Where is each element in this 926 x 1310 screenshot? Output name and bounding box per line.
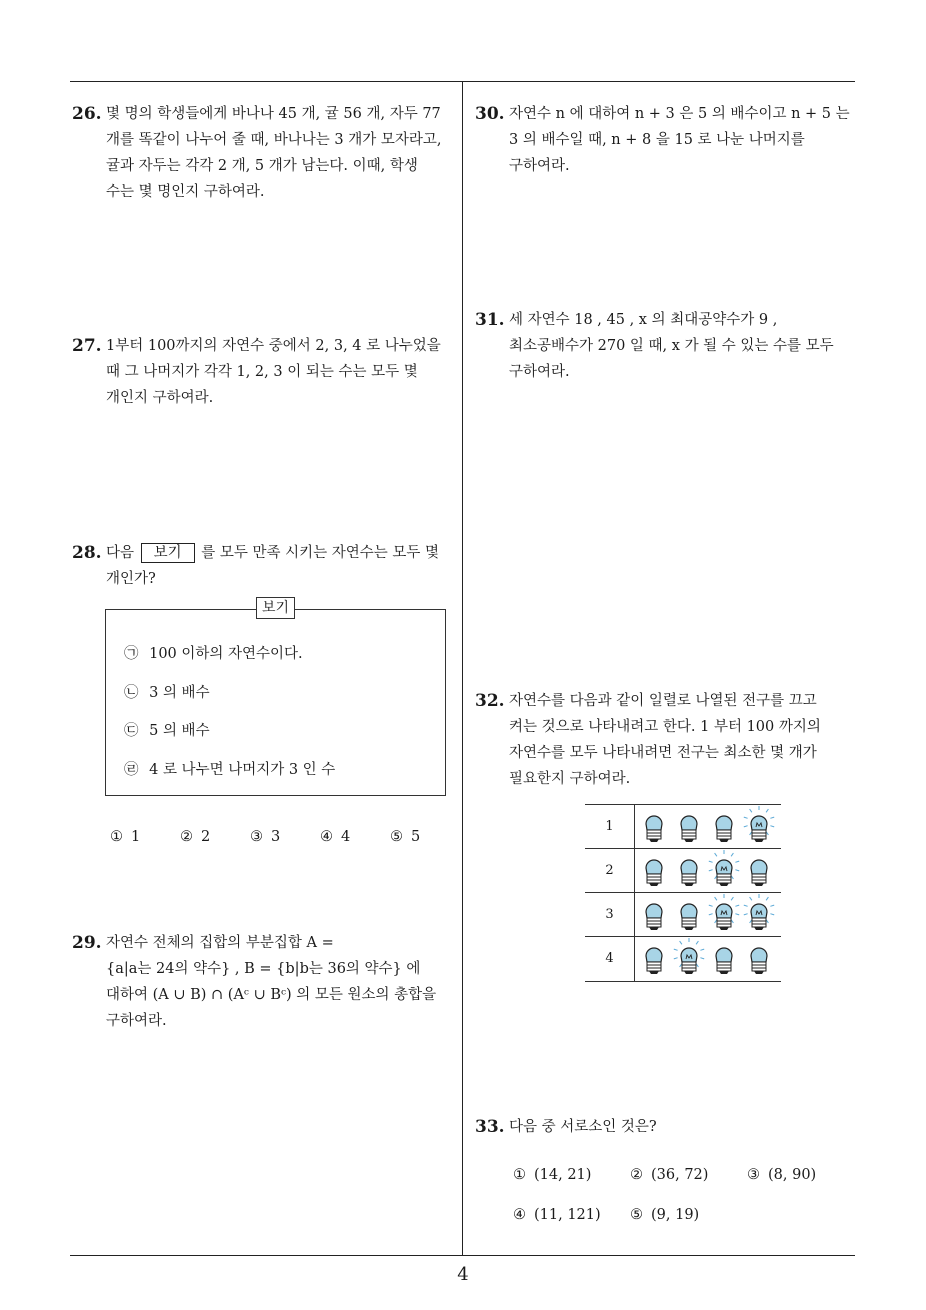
- question-text-part: 를 모두 만족 시키는 자연수는 모두 몇: [201, 545, 440, 561]
- bulb-row: [635, 937, 781, 981]
- bogi-title: 보기: [256, 597, 295, 619]
- question-line: 개를 똑같이 나누어 줄 때, 바나나는 3 개가 모자라고,: [106, 132, 442, 148]
- question-line: 구하여라.: [509, 158, 570, 174]
- question-line: 구하여라.: [106, 1013, 167, 1029]
- question-30: [475, 101, 860, 181]
- question-line: 구하여라.: [509, 364, 570, 380]
- choice-mark: ⑤: [390, 829, 403, 845]
- question-line: 수는 몇 명인지 구하여라.: [106, 184, 265, 200]
- answer-choice[interactable]: [513, 1167, 591, 1183]
- bulb-table-row: [585, 804, 781, 849]
- question-number: 27.: [72, 336, 102, 356]
- question-number: 28.: [72, 543, 102, 563]
- choice-mark: ④: [320, 829, 333, 845]
- question-28: [72, 540, 452, 596]
- bogi-item: [124, 758, 335, 779]
- bogi-item: [124, 719, 210, 740]
- choice-text: (36, 72): [651, 1167, 709, 1183]
- answer-choice[interactable]: [110, 829, 140, 845]
- choice-mark: ①: [513, 1167, 526, 1183]
- question-text: [509, 307, 834, 385]
- question-line: 개인지 구하여라.: [106, 390, 214, 406]
- bulb-row: [635, 849, 781, 893]
- bogi-item-mark: ㉢: [124, 723, 139, 739]
- choice-mark: ②: [630, 1167, 643, 1183]
- bulb-on-icon: [742, 805, 776, 849]
- bulb-table-row: [585, 892, 781, 937]
- bogi-item: [124, 681, 210, 702]
- question-line: 필요한지 구하여라.: [509, 771, 631, 787]
- bogi-item-text: 3 의 배수: [149, 685, 210, 701]
- question-line: 귤과 자두는 각각 2 개, 5 개가 남는다. 이때, 학생: [106, 158, 418, 174]
- choice-text: 2: [201, 829, 211, 845]
- question-31: [475, 307, 860, 387]
- question-line: 자연수 n 에 대하여 n + 3 은 5 의 배수이고 n + 5 는: [509, 106, 850, 122]
- bulb-row: [635, 805, 781, 849]
- choice-text: 3: [271, 829, 281, 845]
- answer-choice[interactable]: [390, 829, 420, 845]
- question-26: [72, 101, 452, 211]
- answer-choice[interactable]: [747, 1167, 816, 1183]
- bulb-row-label: 2: [585, 849, 635, 893]
- question-32: [475, 688, 860, 798]
- question-line: 자연수 전체의 집합의 부분집합 A =: [106, 935, 334, 951]
- answer-choice[interactable]: [513, 1207, 601, 1223]
- choice-mark: ①: [110, 829, 123, 845]
- question-text: [106, 333, 441, 411]
- bulb-on-icon: [707, 849, 741, 893]
- answer-choice[interactable]: [630, 1207, 699, 1223]
- question-29: [72, 930, 457, 1040]
- question-line: 자연수를 다음과 같이 일렬로 나열된 전구를 끄고: [509, 693, 817, 709]
- choice-mark: ②: [180, 829, 193, 845]
- choice-text: (8, 90): [768, 1167, 817, 1183]
- bulb-off-icon: [742, 937, 776, 981]
- choice-mark: ⑤: [630, 1207, 643, 1223]
- bulb-on-icon: [707, 893, 741, 937]
- bulb-on-icon: [672, 937, 706, 981]
- question-line: 몇 명의 학생들에게 바나나 45 개, 귤 56 개, 자두 77: [106, 106, 441, 122]
- bogi-item-text: 100 이하의 자연수이다.: [149, 646, 303, 662]
- question-number: 32.: [475, 691, 505, 711]
- bulb-off-icon: [637, 805, 671, 849]
- question-line: 다음 중 서로소인 것은?: [509, 1119, 657, 1135]
- question-text: [106, 540, 439, 592]
- answer-choice[interactable]: [180, 829, 210, 845]
- choice-text: (11, 121): [534, 1207, 601, 1223]
- question-27: [72, 333, 452, 413]
- bulb-table-row: [585, 848, 781, 893]
- bogi-reference-box: 보기: [141, 543, 195, 563]
- choice-text: (9, 19): [651, 1207, 700, 1223]
- bulb-table-row: [585, 936, 781, 982]
- answer-choice[interactable]: [250, 829, 280, 845]
- question-number: 33.: [475, 1117, 505, 1137]
- choice-text: 1: [131, 829, 141, 845]
- choice-text: 4: [341, 829, 351, 845]
- bogi-item-mark: ㉡: [124, 685, 139, 701]
- bulb-off-icon: [637, 893, 671, 937]
- bogi-item-text: 5 의 배수: [149, 723, 210, 739]
- bulb-row-label: 1: [585, 805, 635, 849]
- bulb-off-icon: [672, 805, 706, 849]
- question-text: [106, 101, 441, 205]
- bulb-row-label: 4: [585, 937, 635, 981]
- choice-mark: ③: [747, 1167, 760, 1183]
- question-number: 31.: [475, 310, 505, 330]
- question-text: [509, 1114, 657, 1140]
- bulb-off-icon: [742, 849, 776, 893]
- bottom-rule: [70, 1255, 855, 1256]
- bogi-item-mark: ㉣: [124, 762, 139, 778]
- question-line: {a|a는 24의 약수} , B = {b|b는 36의 약수} 에: [106, 961, 421, 977]
- question-line: 개인가?: [106, 571, 156, 587]
- bulb-off-icon: [637, 849, 671, 893]
- question-line: 때 그 나머지가 각각 1, 2, 3 이 되는 수는 모두 몇: [106, 364, 418, 380]
- bulb-off-icon: [707, 937, 741, 981]
- bogi-item-mark: ㉠: [124, 646, 139, 662]
- page-number: 4: [457, 1264, 469, 1285]
- question-line: 켜는 것으로 나타내려고 한다. 1 부터 100 까지의: [509, 719, 821, 735]
- bogi-item-text: 4 로 나누면 나머지가 3 인 수: [149, 762, 336, 778]
- choice-mark: ③: [250, 829, 263, 845]
- question-number: 26.: [72, 104, 102, 124]
- bulb-on-icon: [742, 893, 776, 937]
- question-number: 29.: [72, 933, 102, 953]
- question-line: 1부터 100까지의 자연수 중에서 2, 3, 4 로 나누었을: [106, 338, 441, 354]
- bogi-item: [124, 642, 303, 663]
- bulb-off-icon: [707, 805, 741, 849]
- choice-mark: ④: [513, 1207, 526, 1223]
- column-divider: [462, 82, 463, 1255]
- bulb-off-icon: [637, 937, 671, 981]
- question-line: 자연수를 모두 나타내려면 전구는 최소한 몇 개가: [509, 745, 817, 761]
- bulb-row-label: 3: [585, 893, 635, 937]
- question-33: [475, 1114, 860, 1142]
- choice-text: 5: [411, 829, 421, 845]
- bulb-row: [635, 893, 781, 937]
- bulb-table: [585, 804, 781, 982]
- choice-text: (14, 21): [534, 1167, 592, 1183]
- question-line: 최소공배수가 270 일 때, x 가 될 수 있는 수를 모두: [509, 338, 834, 354]
- question-line: 대하여 (A ∪ B) ∩ (Aᶜ ∪ Bᶜ) 의 모든 원소의 총합을: [106, 987, 437, 1003]
- question-line: [106, 540, 439, 566]
- question-text: [509, 688, 821, 792]
- bulb-off-icon: [672, 849, 706, 893]
- question-text: [509, 101, 850, 179]
- bulb-off-icon: [672, 893, 706, 937]
- question-text: [106, 930, 436, 1034]
- question-line: 3 의 배수일 때, n + 8 을 15 로 나눈 나머지를: [509, 132, 805, 148]
- question-number: 30.: [475, 104, 505, 124]
- answer-choice[interactable]: [630, 1167, 708, 1183]
- answer-choice[interactable]: [320, 829, 350, 845]
- question-text-part: 다음: [106, 545, 135, 561]
- question-line: 세 자연수 18 , 45 , x 의 최대공약수가 9 ,: [509, 312, 778, 328]
